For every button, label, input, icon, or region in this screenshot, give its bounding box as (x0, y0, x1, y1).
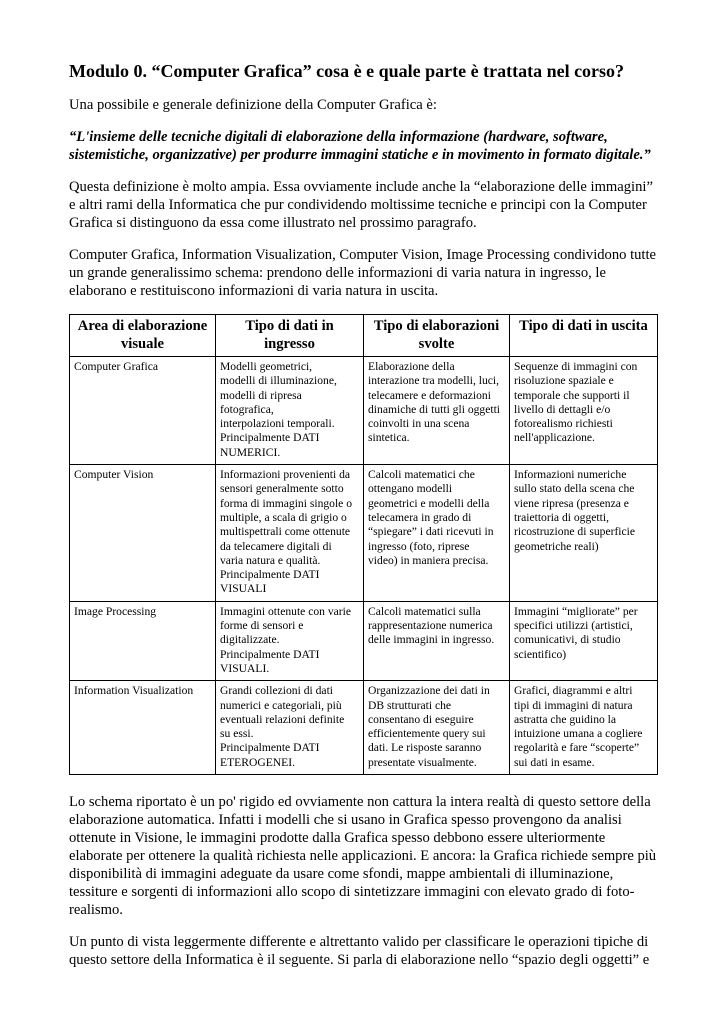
table-cell: Immagini “migliorate” per specifici utilizzi (artistici, comunicativi, di studio scientifico) (510, 601, 658, 680)
table-cell: Calcoli matematici che ottengano modelli geometrici e modelli della telecamera in grado di “spiegare” i dati ricevuti in ingresso (foto, riprese video) in maniera precisa. (364, 465, 510, 602)
table-row (70, 465, 658, 602)
header-input-data: Tipo di dati in ingresso (216, 315, 364, 357)
document-page (69, 60, 657, 983)
header-area: Area di elaborazione visuale (70, 315, 216, 357)
table-cell: Sequenze di immagini con risoluzione spaziale e temporale che supporti il livello di dettagli e/o fotorealismo richiesti nell'applicazione. (510, 357, 658, 465)
table-row (70, 357, 658, 465)
page-title: Modulo 0. “Computer Grafica” cosa è e quale parte è trattata nel corso? (69, 61, 625, 81)
header-output-data: Tipo di dati in uscita (510, 315, 658, 357)
table-cell: Informazioni provenienti da sensori generalmente sotto forma di immagini singole o multiple, a scala di grigio o multispettrali come ottenute da telecamere digitali di varia natura e qualità. Principalmente DATI VISUALI (216, 465, 364, 602)
table-header-row (70, 315, 658, 357)
table-cell: Elaborazione della interazione tra modelli, luci, telecamere e deformazioni dinamiche di tutti gli oggetti coinvolti in una scena sintetica. (364, 357, 510, 465)
table-row (70, 681, 658, 775)
table-cell: Informazioni numeriche sullo stato della scena che viene ripresa (presenza e traiettoria di oggetti, ricostruzione di superficie geometriche reali) (510, 465, 658, 602)
table-cell: Computer Grafica (70, 357, 216, 465)
paragraph-object-space: Un punto di vista leggermente differente e altrettanto valido per classificare le operazioni tipiche di questo settore della Informatica è il seguente. Si parla di elaborazione nello “spazio degli oggetti” e (69, 934, 650, 969)
table-cell: Calcoli matematici sulla rappresentazione numerica delle immagini in ingresso. (364, 601, 510, 680)
table-cell: Organizzazione dei dati in DB strutturati che consentano di eseguire efficientemente query sui dati. Le risposte saranno presentate visualmente. (364, 681, 510, 775)
paragraph-shared-schema: Computer Grafica, Information Visualization, Computer Vision, Image Processing condividono tutte un grande generalissimo schema: prendono delle informazioni di varia natura in ingresso, le elaborano e restituiscono informazioni di varia natura in uscita. (69, 247, 657, 299)
definition-quote: “L'insieme delle tecniche digitali di elaborazione della informazione (hardware, software, sistemistiche, organizzative) per produrre immagini statiche e in movimento in formato digitale.” (69, 129, 651, 163)
paragraph-schema-limits: Lo schema riportato è un po' rigido ed ovviamente non cattura la intera realtà di questo settore della elaborazione automatica. Infatti i modelli che si usano in Grafica spesso provengono da analisi ottenute in Visione, le immagini prodotte dalla Grafica spesso debbono essere ulteriormente elaborate per ottenere la qualità richiesta nelle applicazioni. E ancora: la Grafica richiede sempre più disponibilità di immagini adeguate da usare come sfondi, mappe ambientali di illuminazione, tessiture e sorgenti di informazioni allo scopo di sintetizzare immagini con elevato grado di foto-realismo. (69, 794, 657, 919)
table-cell: Computer Vision (70, 465, 216, 602)
table-cell: Immagini ottenute con varie forme di sensori e digitalizzate. Principalmente DATI VISUALI. (216, 601, 364, 680)
intro-paragraph: Una possibile e generale definizione della Computer Grafica è: (69, 97, 437, 113)
table-cell: Image Processing (70, 601, 216, 680)
comparison-table (69, 314, 658, 775)
table-row (70, 601, 658, 680)
table-cell: Information Visualization (70, 681, 216, 775)
table-cell: Grandi collezioni di dati numerici e categoriali, più eventuali relazioni definite su essi. Principalmente DATI ETEROGENEI. (216, 681, 364, 775)
header-processing: Tipo di elaborazioni svolte (364, 315, 510, 357)
table-cell: Modelli geometrici, modelli di illuminazione, modelli di ripresa fotografica, interpolazioni temporali. Principalmente DATI NUMERICI. (216, 357, 364, 465)
paragraph-definition-scope: Questa definizione è molto ampia. Essa ovviamente include anche la “elaborazione delle immagini” e altri rami della Informatica che pur condividendo moltissime tecniche e principi con la Computer Grafica si distinguono da essa come illustrato nel prossimo paragrafo. (69, 179, 653, 231)
table-cell: Grafici, diagrammi e altri tipi di immagini di natura astratta che guidino la intuizione umana a cogliere regolarità e fare “scoperte” sui dati in esame. (510, 681, 658, 775)
